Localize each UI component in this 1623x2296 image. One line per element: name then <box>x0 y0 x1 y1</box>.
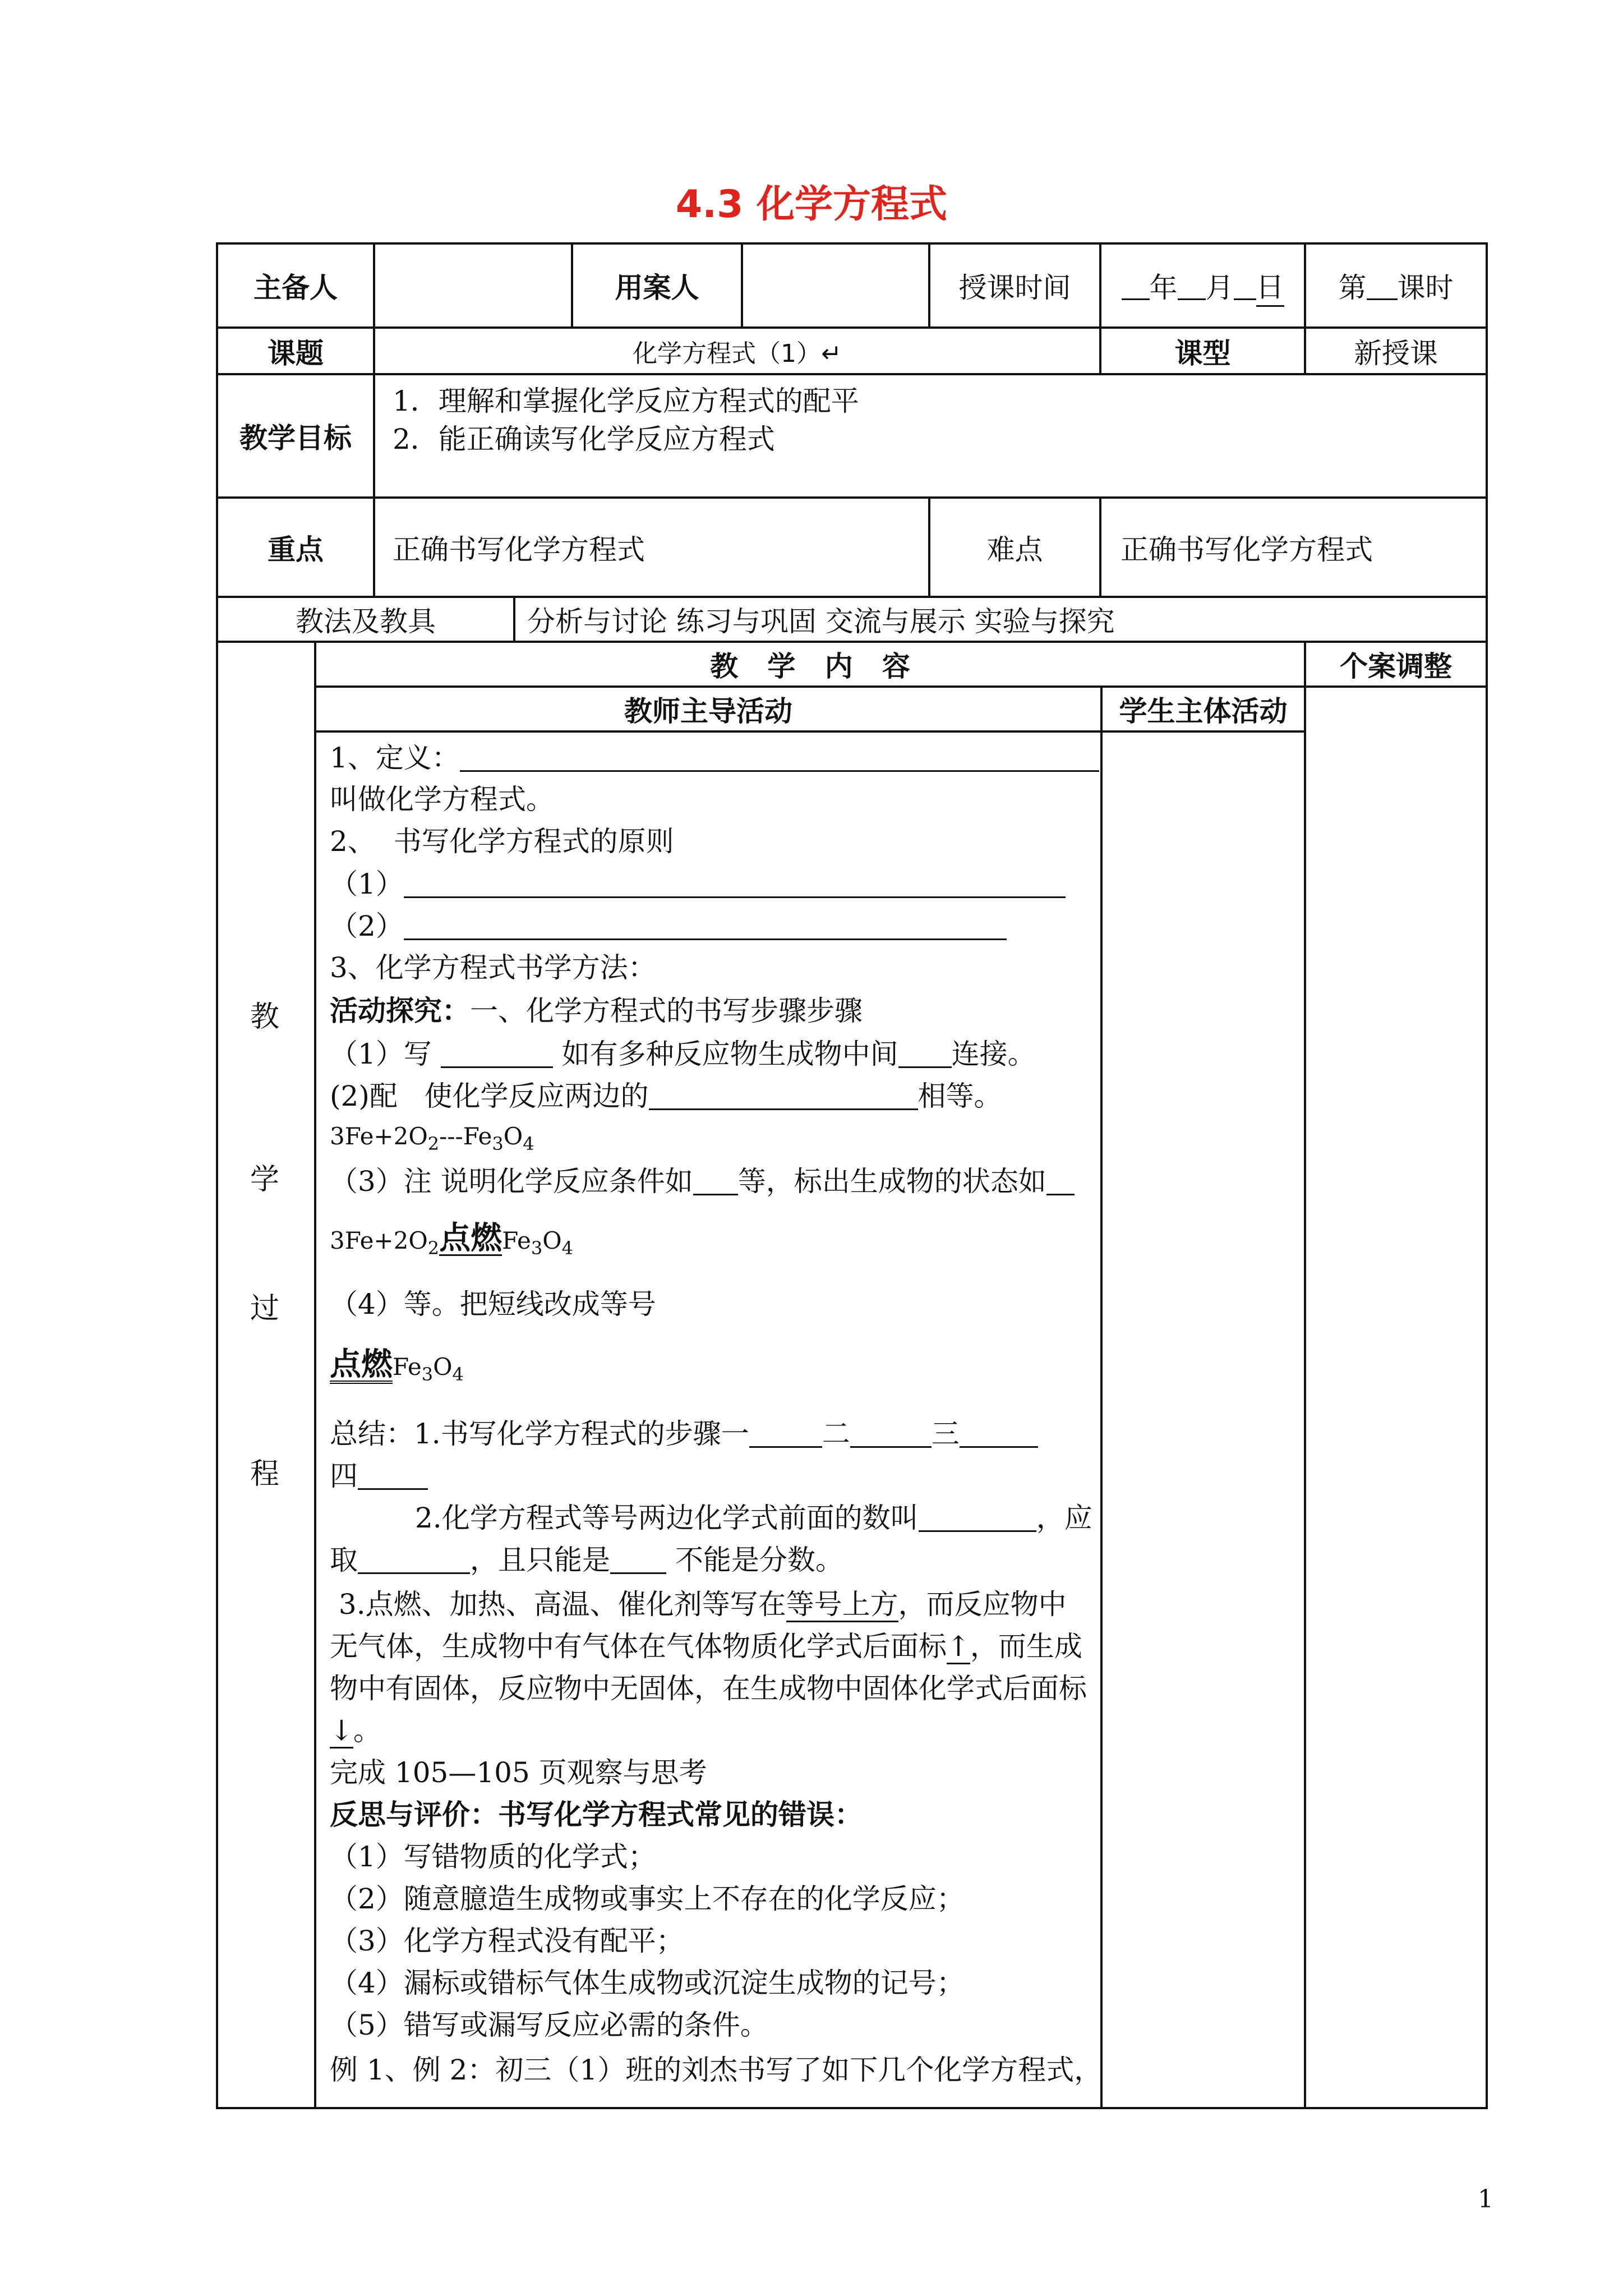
key-point-value: 正确书写化学方程式 <box>393 533 645 566</box>
gas-arrow-icon: ↑ <box>947 1630 970 1664</box>
lesson-time-label: 授课时间 <box>958 272 1071 304</box>
side-label-char: 过 <box>250 1292 280 1326</box>
methods-label: 教法及教具 <box>296 605 436 638</box>
principle-blank-1[interactable] <box>404 869 1066 898</box>
take-blank[interactable] <box>358 1545 470 1574</box>
precipitate-arrow-icon: ↓ <box>330 1714 353 1749</box>
key-point-label: 重点 <box>268 533 324 566</box>
equation-3: 点燃$Fe_3O_4$ <box>330 1346 464 1385</box>
preparer-label: 主备人 <box>253 272 338 304</box>
ignite-condition: 点燃 <box>330 1346 393 1383</box>
side-label-char: 程 <box>250 1457 280 1491</box>
content-header: 教 学 内 容 <box>710 650 910 683</box>
definition-blank[interactable] <box>460 743 1099 772</box>
page-number: 1 <box>1478 2185 1493 2214</box>
date-day: 日 <box>1256 265 1284 307</box>
lesson-type-value: 新授课 <box>1354 337 1438 370</box>
difficult-point-value: 正确书写化学方程式 <box>1121 533 1373 566</box>
date-month: 月 <box>1205 272 1234 304</box>
side-label-char: 教 <box>250 1000 280 1034</box>
adjust-header: 个案调整 <box>1340 650 1452 683</box>
period-suffix: 课时 <box>1397 272 1454 304</box>
step-blank-3[interactable] <box>960 1419 1038 1448</box>
student-header: 学生主体活动 <box>1119 695 1288 728</box>
side-label-char: 学 <box>250 1163 280 1197</box>
objective-item: 2．能正确读写化学反应方程式 <box>393 423 775 455</box>
lesson-date[interactable] <box>1101 245 1304 326</box>
condition-blank[interactable] <box>693 1167 738 1195</box>
methods-value: 分析与讨论 练习与巩固 交流与展示 实验与探究 <box>527 605 1115 638</box>
lesson-period[interactable] <box>1306 245 1486 326</box>
lesson-type-label: 课型 <box>1174 337 1231 370</box>
coefficient-blank[interactable] <box>919 1503 1036 1532</box>
difficult-point-label: 难点 <box>986 533 1043 566</box>
step-blank-4[interactable] <box>358 1461 428 1490</box>
period-prefix: 第 <box>1338 272 1367 304</box>
teacher-header: 教师主导活动 <box>624 695 792 728</box>
connect-blank[interactable] <box>898 1039 952 1068</box>
user-value[interactable] <box>743 245 928 326</box>
step-blank-1[interactable] <box>749 1419 822 1448</box>
topic-label: 课题 <box>268 337 324 370</box>
date-year: 年 <box>1149 272 1178 304</box>
principle-blank-2[interactable] <box>404 912 1007 940</box>
objective-item: 1．理解和掌握化学反应方程式的配平 <box>393 385 859 417</box>
balance-blank[interactable] <box>649 1082 918 1110</box>
preparer-value[interactable] <box>375 245 571 326</box>
equation-1: $3Fe+2O_2---Fe_3O_4$ <box>330 1122 534 1154</box>
objectives-label: 教学目标 <box>239 422 352 454</box>
step-blank-2[interactable] <box>850 1419 932 1448</box>
state-blank[interactable] <box>1046 1167 1075 1195</box>
ignite-condition: 点燃 <box>439 1220 502 1257</box>
topic-value: 化学方程式（1）↵ <box>633 339 842 368</box>
only-blank[interactable] <box>610 1545 666 1574</box>
equation-2: $3Fe+2O_2$点燃$Fe_3O_4$ <box>330 1220 573 1259</box>
write-blank[interactable] <box>441 1039 553 1068</box>
user-label: 用案人 <box>615 272 699 304</box>
page-title: 4.3 化学方程式 <box>675 182 948 227</box>
